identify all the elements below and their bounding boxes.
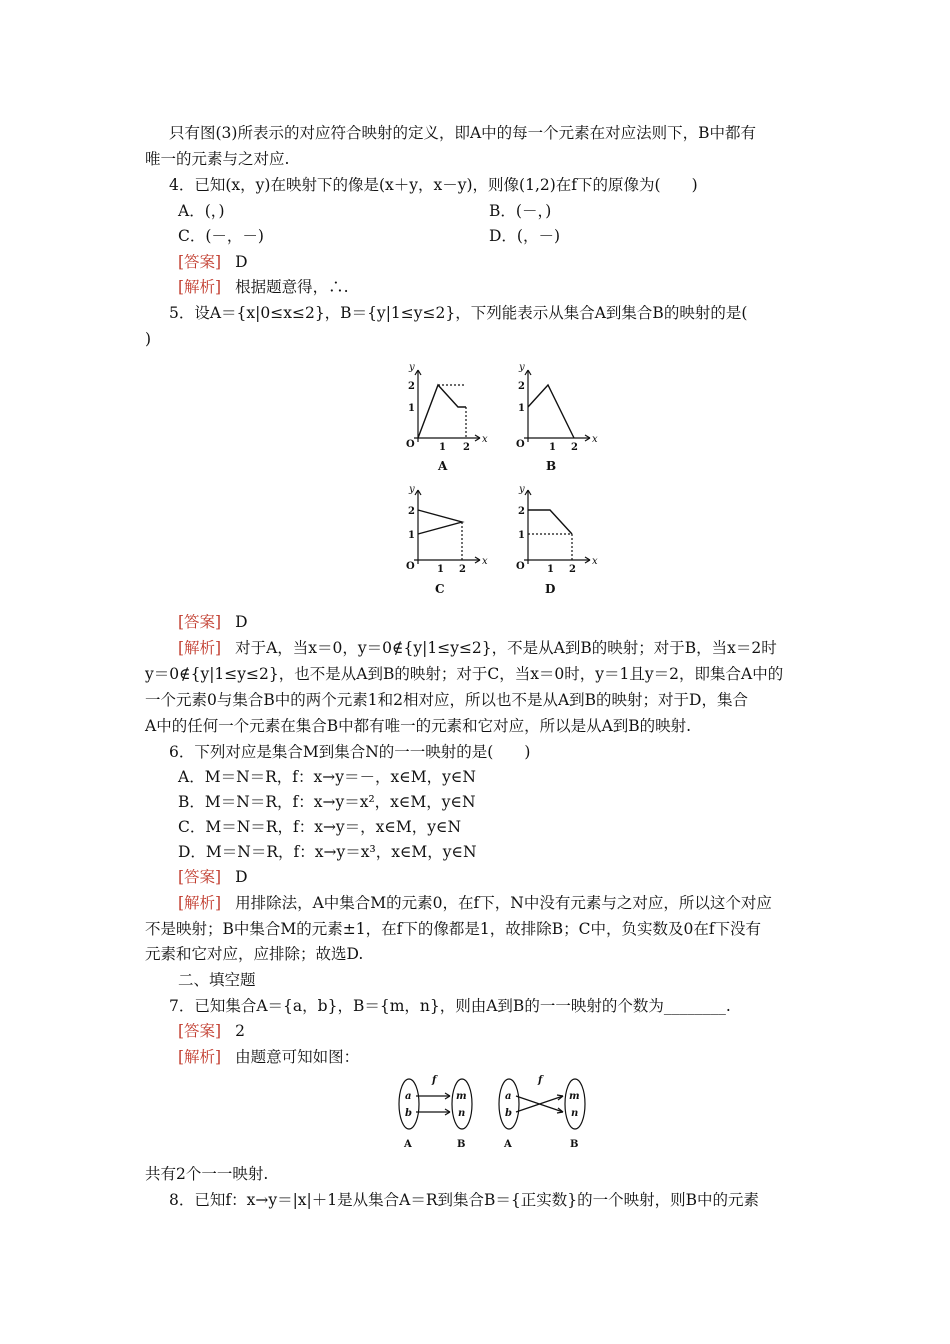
option-b: B．M＝N＝R，f：x→y＝x²，x∈M，y∈N [178,793,476,811]
element-label: a [505,1091,512,1102]
axis-label-y: y [409,484,415,495]
text-line: 共有2个一一映射. [145,1165,269,1183]
graphs-figure [380,350,610,610]
axis-label-x: x [592,434,598,445]
tick-label: 1 [547,564,554,575]
option-d: D．M＝N＝R，f：x→y＝x³，x∈M，y∈N [178,843,477,861]
analysis-6 [178,893,772,913]
answer-tag: [答案] [178,868,222,886]
graph-a [414,370,480,442]
option-c: C．M＝N＝R，f：x→y＝，x∈M，y∈N [178,818,462,836]
option-a: A．M＝N＝R，f：x→y＝－，x∈M，y∈N [178,768,476,786]
analysis-text: 根据题意得，∴. [235,278,349,296]
tick-label: 1 [518,530,525,541]
option-b: B．(－，) [489,202,552,220]
question-5: 5．设A＝{x|0≤x≤2}，B＝{y|1≤y≤2}，下列能表示从集合A到集合B的映射的是( [169,304,748,322]
analysis-text: 由题意可知如图： [235,1048,360,1066]
answer-7 [178,1021,245,1041]
analysis-text: 用排除法，A中集合M的元素0，在f下，N中没有元素与之对应，所以这个对应 [235,894,772,912]
origin-label: O [406,561,415,572]
tick-label: 2 [459,564,466,575]
graph-c [414,490,480,564]
answer-value: D [235,868,248,886]
question-6: 6．下列对应是集合M到集合N的一一映射的是( ) [169,743,531,761]
answer-tag: [答案] [178,1022,222,1040]
question-7: 7．已知集合A＝{a，b}，B＝{m，n}，则由A到B的一一映射的个数为________. [169,997,731,1015]
tick-label: 1 [408,530,415,541]
graph-d [524,490,590,564]
set-caption: B [570,1139,579,1150]
answer-value: D [235,613,248,631]
element-label: b [505,1108,512,1119]
tick-label: 1 [439,442,446,453]
graph-caption: C [435,582,445,596]
section-heading: 二、填空题 [178,971,256,989]
mapping-f-label: f [538,1075,543,1086]
analysis-text: 对于A，当x＝0，y＝0∉{y|1≤y≤2}，不是从A到B的映射；对于B，当x＝2时 [235,639,777,657]
text-line: y＝0∉{y|1≤y≤2}，也不是从A到B的映射；对于C，当x＝0时，y＝1且y＝2，即集合A中的 [145,665,784,683]
text-line: 一个元素0与集合B中的两个元素1和2相对应，所以也不是从A到B的映射；对于D，集合 [145,691,748,709]
answer-6 [178,867,248,887]
option-a: A．(，) [178,202,225,220]
answer-5 [178,612,248,632]
option-d: D．(，－) [489,227,561,245]
origin-label: O [406,439,415,450]
answer-4 [178,252,248,272]
origin-label: O [516,561,525,572]
origin-label: O [516,439,525,450]
tick-label: 1 [549,442,556,453]
set-caption: B [457,1139,466,1150]
tick-label: 2 [571,442,578,453]
mapping-figure [392,1072,602,1152]
element-label: m [569,1091,580,1102]
mapping-f-label: f [432,1075,437,1086]
tick-label: 2 [408,506,415,517]
question-8: 8．已知f：x→y＝|x|＋1是从集合A＝R到集合B＝{正实数}的一个映射，则B中的元素 [169,1191,760,1209]
axis-label-x: x [482,434,488,445]
analysis-4 [178,277,349,297]
answer-value: 2 [235,1022,245,1040]
tick-label: 1 [408,403,415,414]
option-c: C．(－，－) [178,227,264,245]
answer-tag: [答案] [178,253,222,271]
analysis-tag: [解析] [178,894,222,912]
text-line: A中的任何一个元素在集合B中都有唯一的元素和它对应，所以是从A到B的映射. [145,717,692,735]
tick-label: 1 [437,564,444,575]
graph-caption: D [545,582,556,596]
graph-caption: A [438,459,448,473]
graph-b [524,370,590,442]
tick-label: 2 [463,442,470,453]
analysis-tag: [解析] [178,278,222,296]
axis-label-y: y [519,484,525,495]
answer-tag: [答案] [178,613,222,631]
text-line: 唯一的元素与之对应. [145,150,290,168]
tick-label: 1 [518,403,525,414]
text-line: 元素和它对应，应排除；故选D. [145,945,364,963]
tick-label: 2 [569,564,576,575]
graph-caption: B [546,459,557,473]
set-caption: A [404,1139,412,1150]
tick-label: 2 [408,381,415,392]
element-label: m [456,1091,467,1102]
tick-label: 2 [518,506,525,517]
text-line: 不是映射；B中集合M的元素±1，在f下的像都是1，故排除B；C中，负实数及0在f下没有 [145,920,762,938]
answer-value: D [235,253,248,271]
axis-label-x: x [592,556,598,567]
set-caption: A [504,1139,512,1150]
question-4: 4．已知(x，y)在映射下的像是(x＋y，x－y)，则像(1,2)在f下的原像为( ) [169,176,698,194]
axis-label-x: x [482,556,488,567]
element-label: n [458,1108,466,1119]
text-line: 只有图(3)所表示的对应符合映射的定义，即A中的每一个元素在对应法则下，B中都有 [169,124,757,142]
element-label: b [405,1108,412,1119]
analysis-5 [178,638,777,658]
element-label: n [571,1108,579,1119]
text-line: ) [145,330,152,348]
analysis-7 [178,1047,359,1067]
tick-label: 2 [518,381,525,392]
axis-label-y: y [409,362,415,373]
analysis-tag: [解析] [178,639,222,657]
axis-label-y: y [519,362,525,373]
element-label: a [405,1091,412,1102]
analysis-tag: [解析] [178,1048,222,1066]
